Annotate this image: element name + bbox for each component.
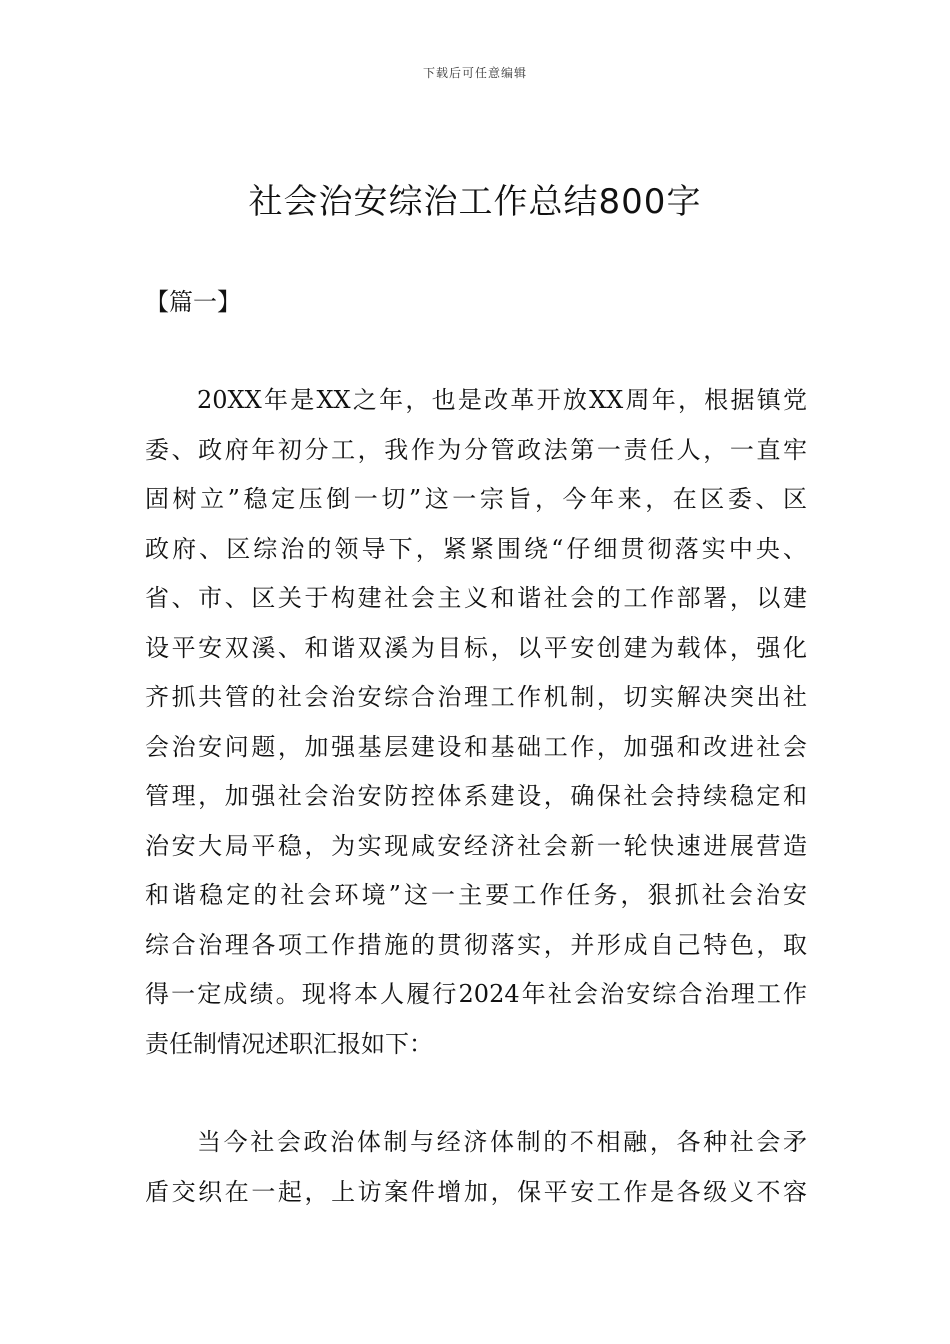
header-note: 下载后可任意编辑 [422, 66, 527, 80]
paragraph-line: 治安大局平稳，为实现咸安经济社会新一轮快速进展营造 [145, 831, 807, 860]
document-title: 社会治安综治工作总结800字 [248, 182, 702, 222]
paragraph-line: 固树立”稳定压倒一切”这一宗旨，今年来，在区委、区 [145, 485, 807, 513]
paragraph-line: 管理，加强社会治安防控体系建设，确保社会持续稳定和 [145, 782, 807, 810]
paragraph-line: 得一定成绩。现将本人履行2024年社会治安综合治理工作 [145, 980, 807, 1008]
paragraph-1 [145, 376, 807, 1069]
paragraph-line: 省、市、区关于构建社会主义和谐社会的工作部署，以建 [145, 584, 807, 612]
paragraph-line: 盾交织在一起，上访案件增加，保平安工作是各级义不容 [145, 1177, 807, 1206]
paragraph-2 [145, 1118, 807, 1217]
paragraph-line: 设平安双溪、和谐双溪为目标，以平安创建为载体，强化 [145, 633, 807, 662]
paragraph-line: 会治安问题，加强基层建设和基础工作，加强和改进社会 [145, 732, 807, 761]
paragraph-line: 委、政府年初分工，我作为分管政法第一责任人，一直牢 [145, 435, 807, 464]
paragraph-line: 政府、区综治的领导下，紧紧围绕“仔细贯彻落实中央、 [145, 534, 807, 563]
paragraph-line: 齐抓共管的社会治安综合治理工作机制，切实解决突出社 [145, 683, 807, 711]
section-label: 【篇一】 [145, 288, 241, 316]
paragraph-line: 当今社会政治体制与经济体制的不相融，各种社会矛 [197, 1128, 807, 1156]
paragraph-line: 责任制情况述职汇报如下： [145, 1029, 433, 1058]
paragraph-line: 和谐稳定的社会环境”这一主要工作任务，狠抓社会治安 [145, 881, 807, 909]
paragraph-line: 综合治理各项工作措施的贯彻落实，并形成自己特色，取 [145, 930, 807, 959]
paragraph-line: 20XX年是XX之年，也是改革开放XX周年，根据镇党 [197, 386, 807, 414]
